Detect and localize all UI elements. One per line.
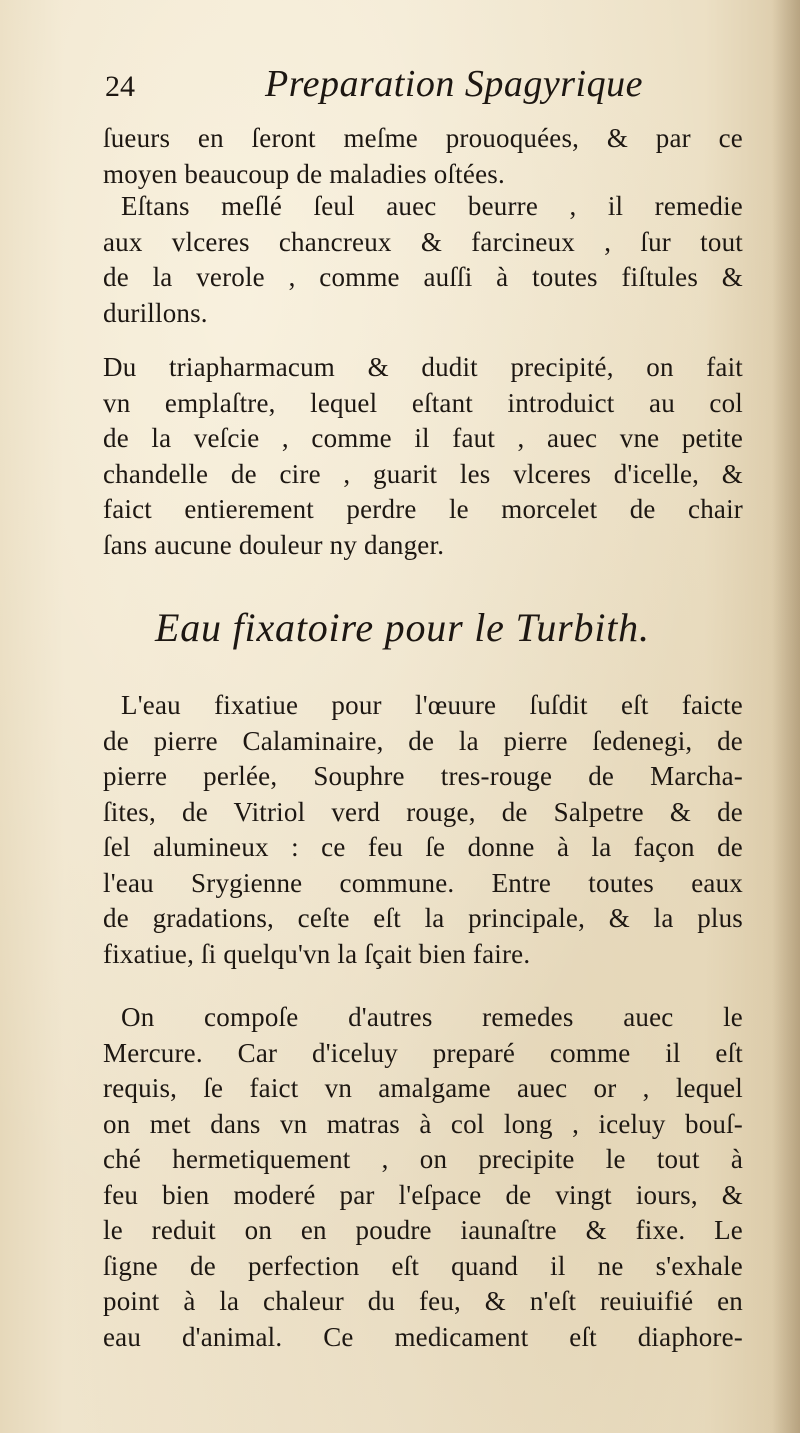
text-line: ché hermetiquement , on precipite le tout à xyxy=(103,1144,743,1174)
text-line: de pierre Calaminaire, de la pierre ſedenegi, de xyxy=(103,725,743,756)
text-line: l'eau Srygienne commune. Entre toutes eaux xyxy=(103,867,743,898)
text-line: ſel alumineux : ce feu ſe donne à la façon de xyxy=(103,832,743,862)
text-line: L'eau fixatiue pour l'œuure ſuſdit eſt faicte xyxy=(121,690,743,720)
section-heading: Eau fixatoire pour le Turbith. xyxy=(155,605,650,650)
text-line: requis, ſe faict vn amalgame auec or , lequel xyxy=(103,1073,743,1103)
page-edge-shadow xyxy=(772,0,800,1433)
paragraph-2 xyxy=(103,189,743,331)
text-line: chandelle de cire , guarit les vlceres d'icelle, & xyxy=(103,458,743,489)
text-line: ſites, de Vitriol verd rouge, de Salpetre & de xyxy=(103,796,743,827)
paragraph-3 xyxy=(103,350,743,563)
text-line: Eſtans meſlé ſeul auec beurre , il remedie xyxy=(121,191,743,221)
text-line: Du triapharmacum & dudit precipité, on fait xyxy=(103,352,743,382)
page-number: 24 xyxy=(105,70,135,103)
text-line: de gradations, ceſte eſt la principale, & la plus xyxy=(103,903,743,933)
text-line: faict entierement perdre le morcelet de chair xyxy=(103,494,743,524)
running-head: Preparation Spagyrique xyxy=(265,63,643,105)
text-line: eau d'animal. Ce medicament eſt diaphore- xyxy=(103,1321,743,1352)
text-line: aux vlceres chancreux & farcineux , ſur tout xyxy=(103,226,743,257)
paragraph-1 xyxy=(103,121,743,192)
text-line: durillons. xyxy=(103,297,208,328)
text-line: Mercure. Car d'iceluy preparé comme il eſt xyxy=(103,1037,743,1068)
text-line: vn emplaſtre, lequel eſtant introduict au col xyxy=(103,387,743,418)
text-line: de la verole , comme auſſi à toutes fiſtules & xyxy=(103,262,743,292)
text-line: ſans aucune douleur ny danger. xyxy=(103,529,445,560)
page-header xyxy=(105,62,745,112)
text-line: point à la chaleur du feu, & n'eſt reuiuifié en xyxy=(103,1286,743,1316)
text-line: On compoſe d'autres remedes auec le xyxy=(121,1002,743,1032)
text-line: de la veſcie , comme il faut , auec vne petite xyxy=(103,423,743,453)
text-line: le reduit on en poudre iaunaſtre & fixe. Le xyxy=(103,1215,743,1245)
text-line: on met dans vn matras à col long , iceluy bouſ- xyxy=(103,1108,743,1139)
text-line: ſigne de perfection eſt quand il ne s'exhale xyxy=(103,1250,743,1281)
text-line: ſueurs en ſeront meſme prouoquées, & par ce xyxy=(103,123,743,153)
paragraph-5 xyxy=(103,1000,743,1355)
text-line: fixatiue, ſi quelqu'vn la ſçait bien faire. xyxy=(103,938,531,969)
text-line: moyen beaucoup de maladies oſtées. xyxy=(103,158,505,189)
text-line: pierre perlée, Souphre tres-rouge de Marcha- xyxy=(103,761,743,791)
text-line: feu bien moderé par l'eſpace de vingt iours, & xyxy=(103,1179,743,1210)
paragraph-4 xyxy=(103,688,743,972)
